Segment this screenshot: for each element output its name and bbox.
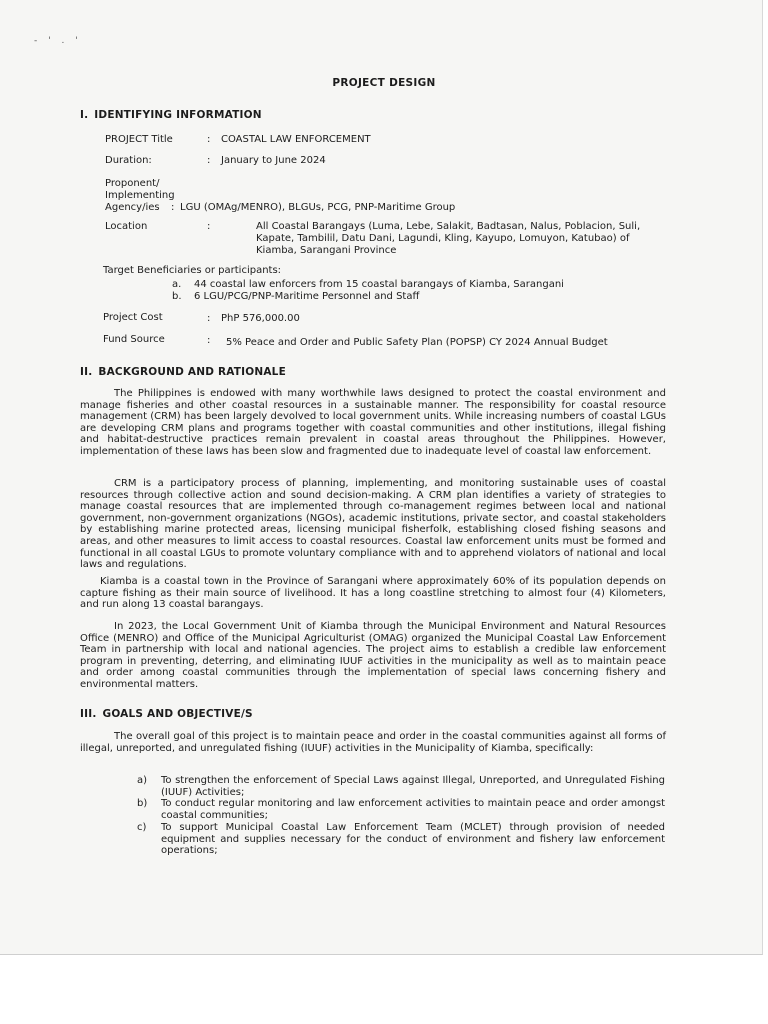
section-number: I. bbox=[80, 109, 89, 121]
section-heading-background bbox=[80, 366, 286, 378]
background-paragraph: In 2023, the Local Government Unit of Kiamba through the Municipal Environment and Natural Resources Office (MENRO) and Office of the Municipal Agriculturist (OMAG) organized the Municipal Coastal Law Enforcement Team in partnership with local and national agencies. The project aims to establish a credible law enforcement program in preventing, deterring, and eliminating IUUF activities in the municipality as well as to maintain peace and order among coastal communities through the implementation of special laws concerning fishery and environmental matters. bbox=[80, 621, 666, 690]
list-marker: a) bbox=[137, 775, 148, 786]
objective-text: To conduct regular monitoring and law enforcement activities to maintain peace and order amongst coastal communities; bbox=[161, 798, 665, 821]
document-title: PROJECT DESIGN bbox=[332, 77, 436, 89]
list-marker: a. bbox=[172, 279, 182, 290]
duration-value: January to June 2024 bbox=[221, 155, 326, 166]
background-paragraph: Kiamba is a coastal town in the Province of Sarangani where approximately 60% of its population depends on capture fishing as their main source of livelihood. It has a long coastline stretching to almost four (4) Kilometers, and run along 13 coastal barangays. bbox=[80, 576, 666, 611]
section-title: IDENTIFYING INFORMATION bbox=[94, 109, 262, 121]
goals-intro: The overall goal of this project is to maintain peace and order in the coastal communities against all forms of illegal, unreported, and unregulated fishing (IUUF) activities in the Municipality of Kiamba, specifically: bbox=[80, 731, 666, 754]
section-title: BACKGROUND AND RATIONALE bbox=[98, 366, 286, 378]
colon: : bbox=[207, 155, 211, 166]
list-marker: b) bbox=[137, 798, 148, 809]
fund-source-label: Fund Source bbox=[103, 334, 165, 345]
colon: : bbox=[207, 134, 211, 145]
scan-specks: - ' . ' bbox=[34, 36, 82, 46]
section-heading-goals bbox=[80, 708, 253, 720]
project-title-value: COASTAL LAW ENFORCEMENT bbox=[221, 134, 371, 145]
section-number: II. bbox=[80, 366, 93, 378]
project-cost-label: Project Cost bbox=[103, 312, 163, 323]
colon: : bbox=[207, 313, 211, 324]
location-label: Location bbox=[105, 221, 148, 232]
list-marker: b. bbox=[172, 291, 182, 302]
background-paragraph: CRM is a participatory process of planning, implementing, and monitoring sustainable uses of coastal resources through collective action and sound decision-making. A CRM plan identifies a variety of strategies to manage coastal resources that are implemented through co-management regimes between local and national government, non-government organizations (NGOs), academic institutions, private sector, and coastal stakeholders by establishing marine protected areas, licensing municipal fisherfolk, establishing closed fishing seasons and areas, and other measures to limit access to coastal resources. Coastal law enforcement units must be formed and functional in all coastal LGUs to promote voluntary compliance with and to apprehend violators of national and local laws and regulations. bbox=[80, 478, 666, 571]
beneficiary-item bbox=[172, 291, 419, 302]
location-line: All Coastal Barangays (Luma, Lebe, Salakit, Badtasan, Nalus, Poblacion, Suli, bbox=[256, 221, 641, 232]
duration-label: Duration: bbox=[105, 155, 152, 166]
proponent-label-line-1: Proponent/ bbox=[105, 178, 160, 189]
section-heading-identifying bbox=[80, 109, 262, 121]
location-line: Kapate, Tambilil, Datu Dani, Lagundi, Kling, Kayupo, Lomuyon, Katubao) of bbox=[256, 233, 630, 244]
fund-source-value: 5% Peace and Order and Public Safety Plan (POPSP) CY 2024 Annual Budget bbox=[226, 337, 608, 348]
section-number: III. bbox=[80, 708, 97, 720]
section-title: GOALS AND OBJECTIVE/S bbox=[102, 708, 253, 720]
objective-item bbox=[137, 775, 665, 798]
beneficiary-item bbox=[172, 279, 564, 290]
colon: : bbox=[207, 335, 211, 346]
proponent-label-line-2: Implementing bbox=[105, 190, 175, 201]
background-paragraph: The Philippines is endowed with many worthwhile laws designed to protect the coastal environment and manage fisheries and other coastal resources in a sustainable manner. The responsibility for coastal resource management (CRM) has been largely devolved to local government units. While increasing numbers of coastal LGUs are developing CRM plans and programs together with coastal communities and other institutions, illegal fishing and habitat-destructive practices remain prevalent in coastal areas throughout the Philippines. However, implementation of these laws has been slow and fragmented due to inadequate level of coastal law enforcement. bbox=[80, 388, 666, 457]
objective-text: To strengthen the enforcement of Special Laws against Illegal, Unreported, and Unregulated Fishing (IUUF) Activities; bbox=[161, 775, 665, 798]
colon: : bbox=[207, 221, 211, 232]
beneficiary-text: 6 LGU/PCG/PNP-Maritime Personnel and Staff bbox=[194, 291, 420, 302]
list-marker: c) bbox=[137, 822, 147, 833]
beneficiary-text: 44 coastal law enforcers from 15 coastal barangays of Kiamba, Sarangani bbox=[194, 279, 564, 290]
project-title-label: PROJECT Title bbox=[105, 134, 173, 145]
objective-item bbox=[137, 798, 665, 821]
project-cost-value: PhP 576,000.00 bbox=[221, 313, 300, 324]
beneficiaries-label: Target Beneficiaries or participants: bbox=[103, 265, 282, 276]
proponent-label-line-3: Agency/ies bbox=[105, 202, 160, 213]
objective-text: To support Municipal Coastal Law Enforcement Team (MCLET) through provision of needed equipment and supplies necessary for the conduct of environment and fishery law enforcement operations; bbox=[161, 822, 665, 857]
objective-item bbox=[137, 822, 665, 857]
location-line: Kiamba, Sarangani Province bbox=[256, 245, 397, 256]
proponent-value: LGU (OMAg/MENRO), BLGUs, PCG, PNP-Maritime Group bbox=[180, 202, 456, 213]
colon: : bbox=[171, 202, 175, 213]
